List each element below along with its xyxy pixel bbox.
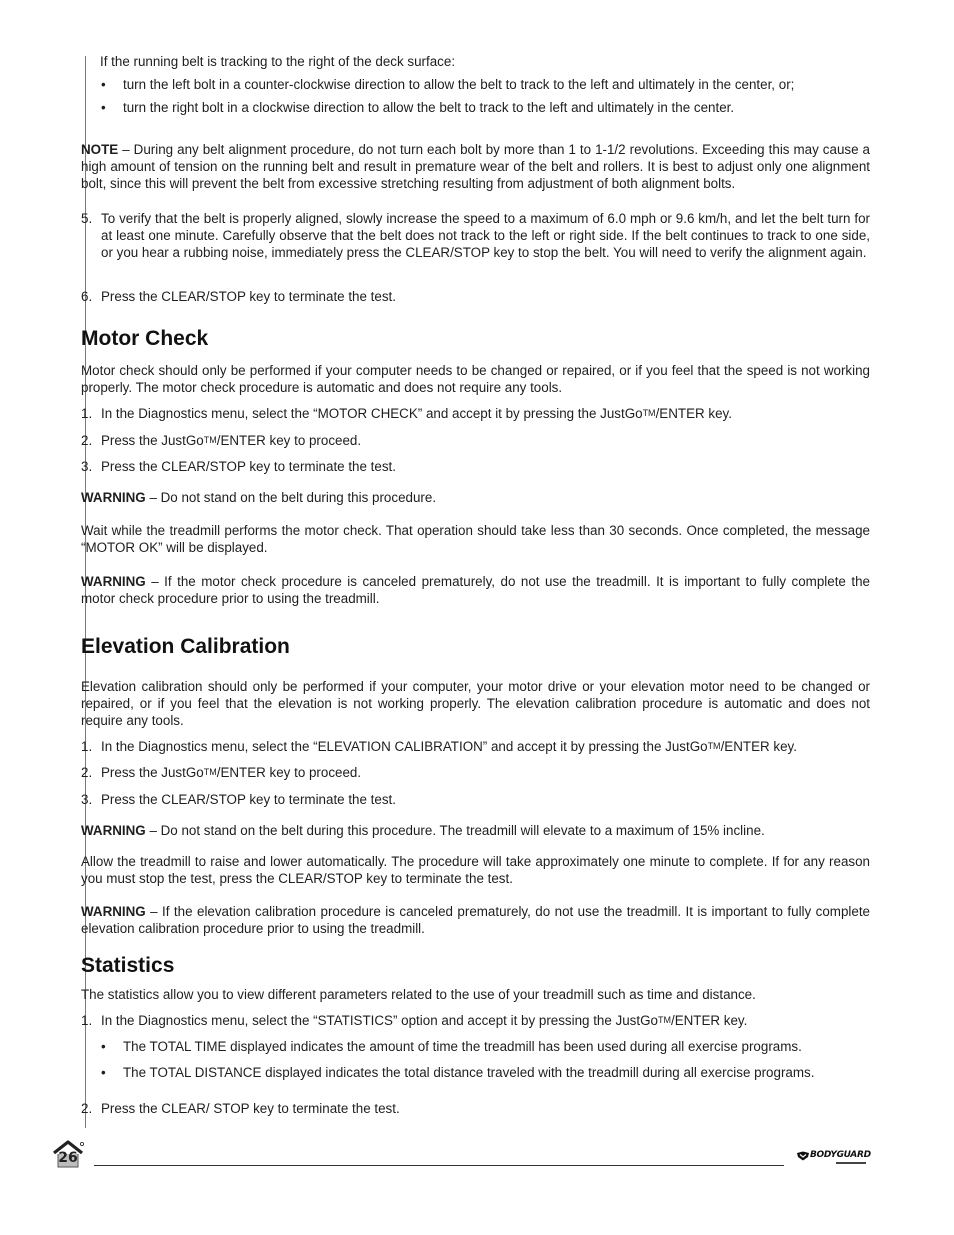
statistics-intro: The statistics allow you to view different parameters related to the use of your treadmill such as time and distance. <box>81 987 756 1002</box>
trademark-mark: TM <box>642 408 656 418</box>
warning-text: – If the motor check procedure is canceled prematurely, do not use the treadmill. It is important to fully complete the motor check procedure prior to using the treadmill. <box>81 574 870 606</box>
step-number: 5. <box>81 211 93 226</box>
step-text: Press the CLEAR/STOP key to terminate the test. <box>101 289 396 304</box>
step-number: 3. <box>81 792 93 807</box>
list-item-text: turn the right bolt in a clockwise direction to allow the belt to track to the left and ultimately in the center. <box>123 100 735 115</box>
elevation-intro: Elevation calibration should only be performed if your computer, your motor drive or your elevation motor need to be changed or repaired, or if you feel that the elevation is not working properly. The elevation calibration procedure is automatic and does not require any tools. <box>81 679 870 728</box>
intro-text: If the running belt is tracking to the right of the deck surface: <box>100 54 456 69</box>
elevation-calibration-heading: Elevation Calibration <box>81 635 290 658</box>
motor-step-2 <box>81 432 870 449</box>
warning-label: WARNING <box>81 904 146 919</box>
warning-label: WARNING <box>81 490 146 505</box>
trademark-mark: TM <box>203 767 217 777</box>
logo-underline <box>836 1162 866 1164</box>
trademark-mark: TM <box>203 435 217 445</box>
elevation-step-1 <box>81 738 870 755</box>
note-text: – During any belt alignment procedure, do not turn each bolt by more than 1 to 1-1/2 revolutions. Exceeding this may cause a high amount of tension on the running belt and result in premature wear of the belt and rollers. It is best to adjust only one alignment bolt, since this will prevent the belt from excessive stretching resulting from adjustment of both alignment bolts. <box>81 142 870 191</box>
motor-step-3 <box>81 458 870 475</box>
step-text: Press the CLEAR/ STOP key to terminate the test. <box>101 1101 400 1116</box>
step-text: To verify that the belt is properly aligned, slowly increase the speed to a maximum of 6.0 mph or 9.6 km/h, and let the belt turn for at least one minute. Carefully observe that the belt does not track to the left or right side. If the belt continues to track to one side, or you hear a rubbing noise, immediately press the CLEAR/STOP key to stop the belt. You will need to verify the alignment again. <box>101 211 870 260</box>
motor-check-heading: Motor Check <box>81 327 209 350</box>
step-text: Press the CLEAR/STOP key to terminate the test. <box>101 459 396 474</box>
step-text-end: /ENTER key. <box>655 406 732 421</box>
note-paragraph <box>81 141 870 192</box>
elevation-warning-1 <box>81 822 870 839</box>
warning-label: WARNING <box>81 823 146 838</box>
step-number: 1. <box>81 739 93 754</box>
step-text: In the Diagnostics menu, select the “STATISTICS” option and accept it by pressing the JustGo <box>101 1013 658 1028</box>
list-item <box>101 76 871 93</box>
elevation-step-3 <box>81 791 870 808</box>
step-number: 6. <box>81 289 93 304</box>
elevation-step-2 <box>81 764 870 781</box>
list-item-text: turn the left bolt in a counter-clockwise direction to allow the belt to track to the left and ultimately in the center, or; <box>123 77 795 92</box>
list-item-text: The TOTAL DISTANCE displayed indicates the total distance traveled with the treadmill during all exercise programs. <box>123 1065 815 1080</box>
trademark-mark: TM <box>657 1015 671 1025</box>
statistics-heading: Statistics <box>81 954 175 977</box>
elevation-warning-2 <box>81 903 870 937</box>
motor-check-intro: Motor check should only be performed if your computer needs to be changed or repaired, or if you feel that the speed is not working properly. The motor check procedure is automatic and does not require any tools. <box>81 363 870 395</box>
shield-icon <box>796 1151 810 1161</box>
step-text: Press the JustGo <box>101 433 204 448</box>
step-number: 2. <box>81 433 93 448</box>
step-number: 2. <box>81 1101 93 1116</box>
step-text: Press the CLEAR/STOP key to terminate the test. <box>101 792 396 807</box>
bullet-glyph: • <box>101 100 106 115</box>
warning-text: – Do not stand on the belt during this procedure. The treadmill will elevate to a maximum of 15% incline. <box>145 823 765 838</box>
footer-rule <box>94 1165 784 1166</box>
bullet-glyph: • <box>101 77 106 92</box>
step-number: 2. <box>81 765 93 780</box>
statistics-step-1 <box>81 1012 870 1029</box>
step-number: 1. <box>81 406 93 421</box>
step-6 <box>81 288 870 305</box>
motor-step-1 <box>81 405 870 422</box>
step-text: In the Diagnostics menu, select the “MOTOR CHECK” and accept it by pressing the JustGo <box>101 406 643 421</box>
list-item <box>101 1038 871 1055</box>
list-item <box>101 99 871 116</box>
note-label: NOTE <box>81 142 119 157</box>
bullet-glyph: • <box>101 1039 106 1054</box>
bullet-glyph: • <box>101 1065 106 1080</box>
trademark-mark: TM <box>707 741 721 751</box>
warning-text: – Do not stand on the belt during this procedure. <box>145 490 437 505</box>
step-text: In the Diagnostics menu, select the “ELEVATION CALIBRATION” and accept it by pressing the JustGo <box>101 739 708 754</box>
motor-warning-1 <box>81 489 870 506</box>
statistics-step-2 <box>81 1100 870 1117</box>
list-item-text: The TOTAL TIME displayed indicates the amount of time the treadmill has been used during all exercise programs. <box>123 1039 802 1054</box>
step-number: 3. <box>81 459 93 474</box>
step-text-end: /ENTER key. <box>670 1013 748 1028</box>
elevation-allow-paragraph: Allow the treadmill to raise and lower automatically. The procedure will take approximately one minute to complete. If for any reason you must stop the test, press the CLEAR/STOP key to terminate the test. <box>81 854 870 886</box>
step-text-end: /ENTER key to proceed. <box>216 765 362 780</box>
list-item <box>101 1064 871 1081</box>
step-5 <box>81 210 870 261</box>
warning-label: WARNING <box>81 574 146 589</box>
step-text-end: /ENTER key to proceed. <box>216 433 362 448</box>
step-text: Press the JustGo <box>101 765 204 780</box>
motor-warning-2 <box>81 573 870 607</box>
motor-wait-paragraph: Wait while the treadmill performs the motor check. That operation should take less than 30 seconds. Once completed, the message “MOTOR OK” will be displayed. <box>81 523 870 555</box>
page-number: 26 <box>58 1150 78 1166</box>
warning-text: – If the elevation calibration procedure is canceled prematurely, do not use the treadmill. It is important to fully complete elevation calibration procedure prior to using the treadmill. <box>81 904 870 936</box>
step-text-end: /ENTER key. <box>720 739 797 754</box>
step-number: 1. <box>81 1013 93 1028</box>
brand-name: BODYGUARD <box>810 1150 871 1160</box>
bodyguard-logo <box>796 1150 871 1166</box>
